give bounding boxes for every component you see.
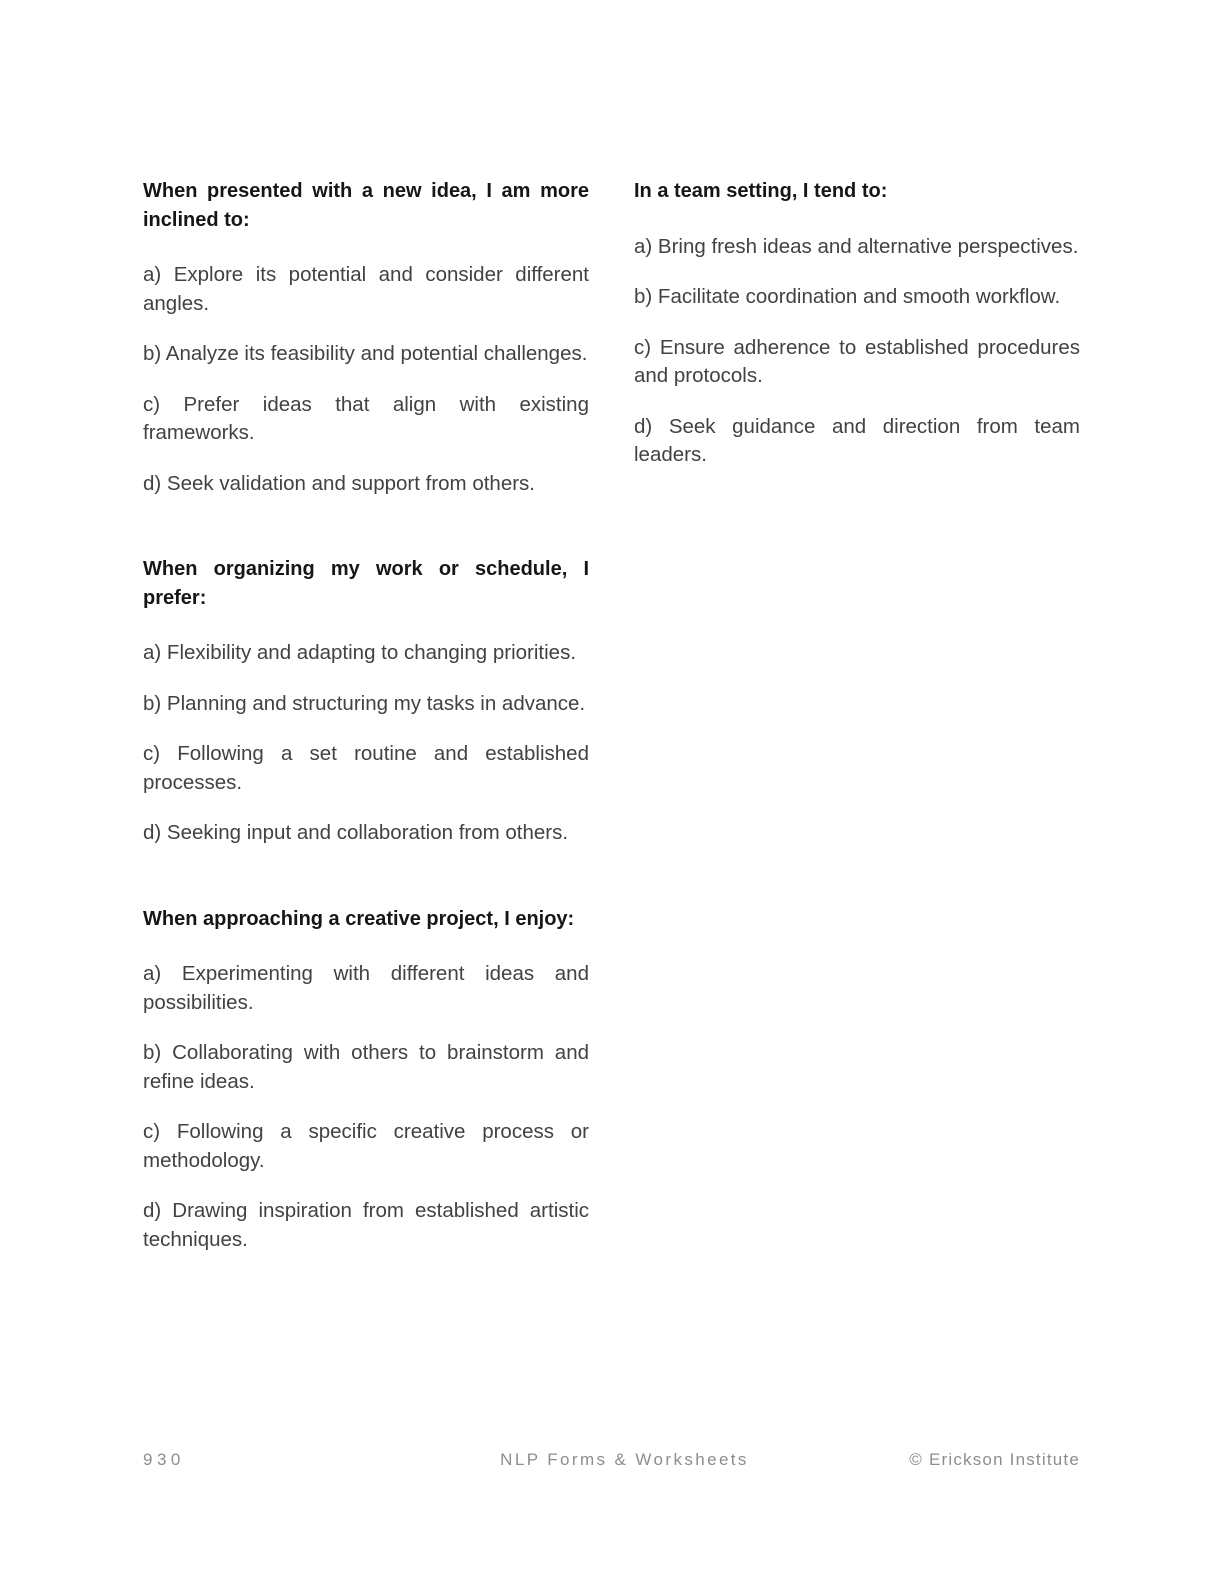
question-option-a: a) Experimenting with different ideas and possibilities. xyxy=(143,962,589,1014)
question-option-d: d) Seeking input and collaboration from others. xyxy=(143,821,569,844)
question-option-a: a) Flexibility and adapting to changing priorities. xyxy=(143,641,577,664)
question-option-b: b) Planning and structuring my tasks in advance. xyxy=(143,691,586,715)
question-option-a: a) Explore its potential and consider different angles. xyxy=(143,263,589,315)
question-block-new-idea xyxy=(143,177,589,498)
question-block-team-setting xyxy=(634,177,1080,470)
page-content xyxy=(143,177,1080,1311)
right-column xyxy=(634,177,1080,1311)
footer-copyright: © Erickson Institute xyxy=(909,1450,1080,1469)
question-option-d: d) Seek guidance and direction from team leaders. xyxy=(634,414,1080,466)
question-option-c: c) Following a specific creative process or methodology. xyxy=(143,1120,589,1172)
question-heading: When approaching a creative project, I enjoy: xyxy=(143,907,575,930)
question-option-c: c) Ensure adherence to established procedures and protocols. xyxy=(634,335,1080,387)
page-number: 930 xyxy=(143,1450,185,1469)
question-heading: When presented with a new idea, I am more inclined to: xyxy=(143,180,589,231)
footer-book-title: NLP Forms & Worksheets xyxy=(500,1450,749,1469)
question-option-c: c) Prefer ideas that align with existing frameworks. xyxy=(143,392,589,444)
question-heading: When organizing my work or schedule, I prefer: xyxy=(143,558,589,609)
question-option-b: b) Facilitate coordination and smooth workflow. xyxy=(634,285,1061,308)
left-column xyxy=(143,177,589,1311)
question-option-d: d) Drawing inspiration from established artistic techniques. xyxy=(143,1199,589,1251)
question-block-organizing-work xyxy=(143,555,589,848)
question-option-d: d) Seek validation and support from others. xyxy=(143,471,535,495)
question-heading: In a team setting, I tend to: xyxy=(634,180,888,202)
question-option-a: a) Bring fresh ideas and alternative perspectives. xyxy=(634,234,1079,258)
question-option-b: b) Analyze its feasibility and potential challenges. xyxy=(143,342,588,365)
question-option-b: b) Collaborating with others to brainstorm and refine ideas. xyxy=(143,1041,589,1093)
question-block-creative-project xyxy=(143,905,589,1255)
question-option-c: c) Following a set routine and established processes. xyxy=(143,742,589,794)
page-footer xyxy=(143,1450,1080,1470)
